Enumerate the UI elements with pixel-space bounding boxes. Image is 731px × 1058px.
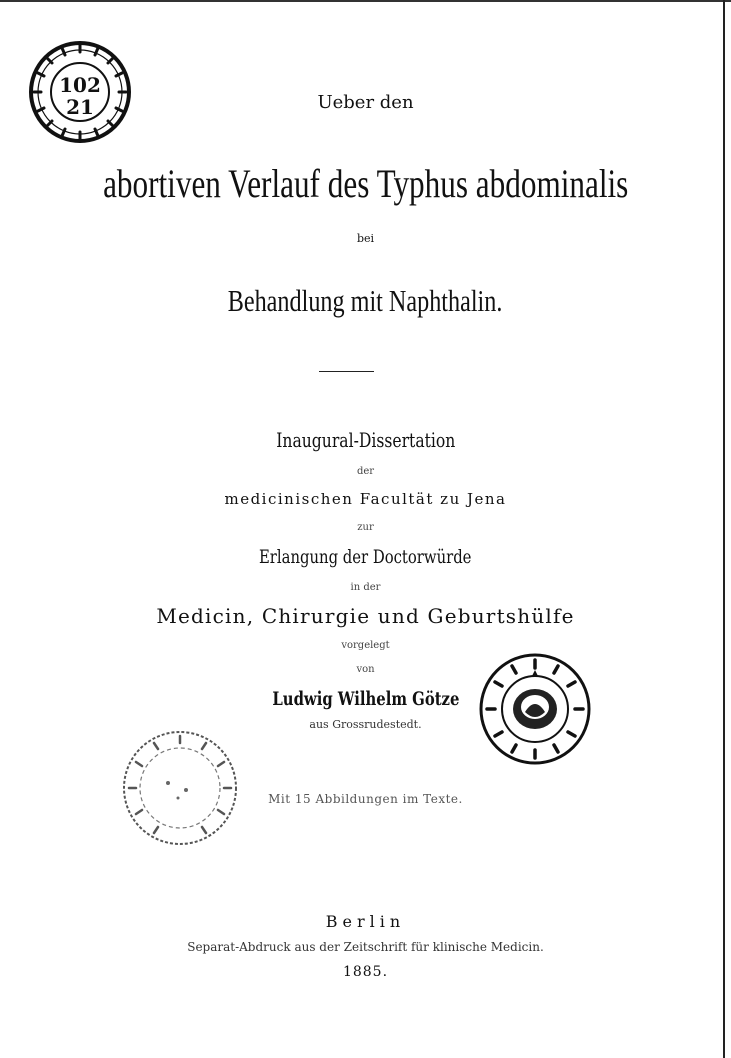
figures-note: Mit 15 Abbildungen im Texte. — [268, 792, 463, 806]
separate-print-note: Separat-Abdruck aus der Zeitschrift für klinische Medicin. — [187, 940, 544, 954]
author-origin: aus Grossrudestedt. — [309, 718, 422, 731]
faculty-name: medicinischen Facultät zu Jena — [224, 490, 507, 508]
page-top-edge — [0, 0, 731, 2]
word-in-der: in der — [350, 582, 381, 593]
subtitle: Behandlung mit Naphthalin. — [228, 283, 503, 318]
author-name: Ludwig Wilhelm Götze — [271, 688, 460, 710]
separator-rule — [319, 371, 374, 372]
main-title: abortiven Verlauf des Typhus abdominalis — [102, 161, 629, 206]
word-vorgelegt: vorgelegt — [341, 640, 390, 651]
faded-library-stamp-icon — [120, 728, 240, 848]
word-von: von — [356, 664, 375, 675]
word-zur: zur — [357, 522, 374, 533]
publication-city: Berlin — [325, 912, 406, 931]
stamp-number-top: 102 — [59, 73, 101, 97]
purpose-line: Erlangung der Doctorwürde — [259, 546, 472, 568]
word-bei: bei — [356, 232, 375, 245]
stamp-number-bottom: 21 — [66, 95, 94, 119]
word-der: der — [356, 466, 375, 477]
fields-line: Medicin, Chirurgie und Geburtshülfe — [156, 604, 575, 628]
heading-ueber-den: Ueber den — [317, 92, 414, 113]
dissertation-label: Inaugural-Dissertation — [275, 428, 456, 452]
publication-year: 1885. — [342, 964, 389, 980]
library-seal-icon — [478, 652, 592, 766]
library-stamp-icon — [28, 40, 132, 144]
